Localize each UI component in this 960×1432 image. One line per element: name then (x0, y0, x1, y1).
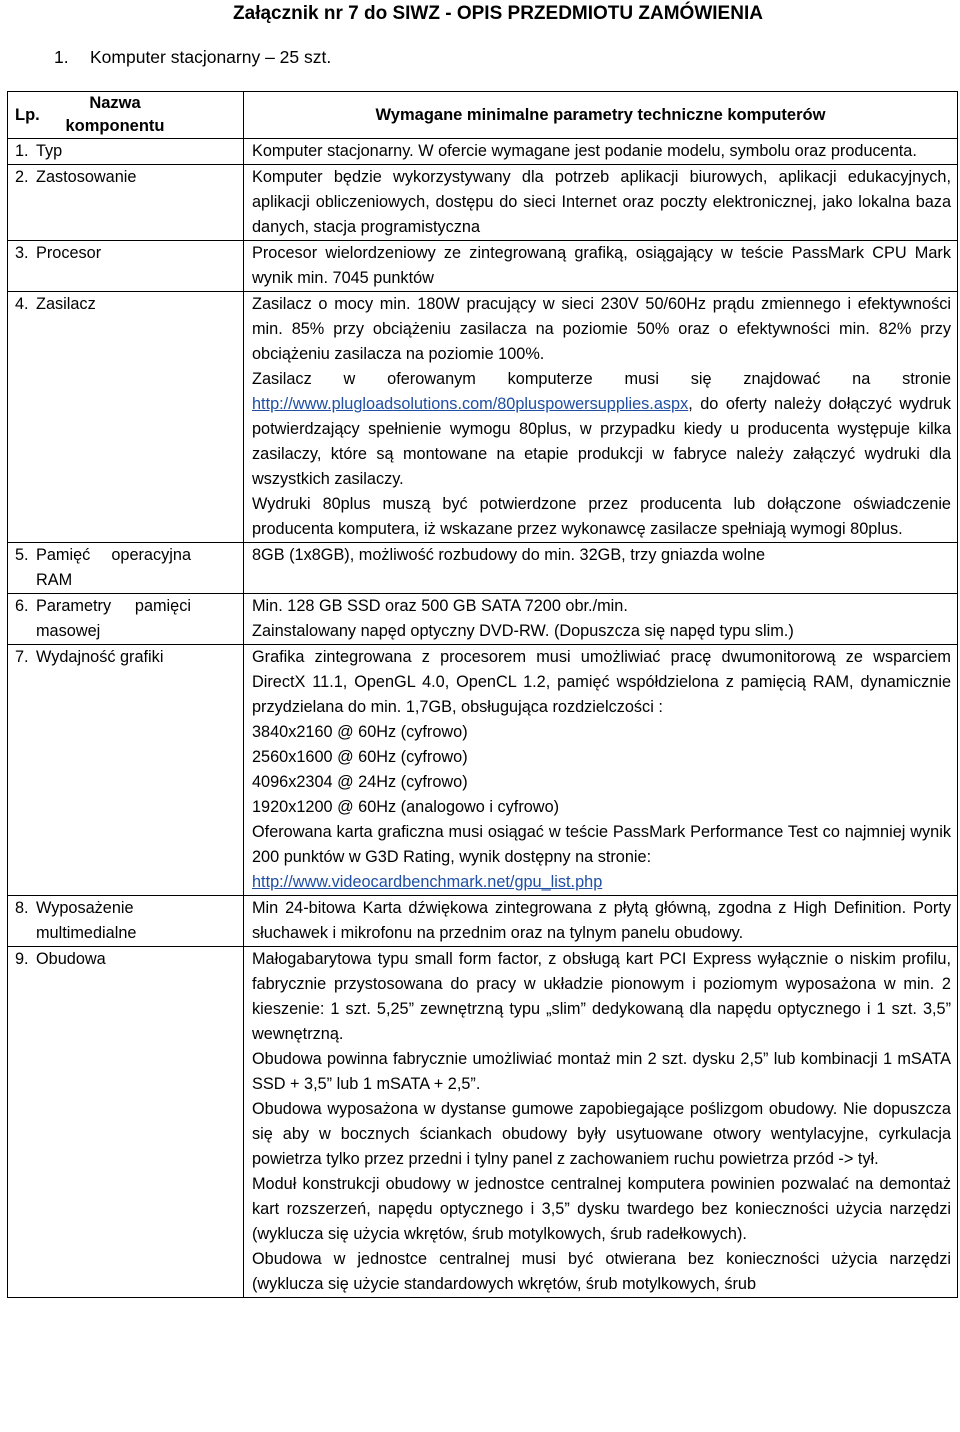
component-spec (244, 594, 958, 645)
component-name: Typ (36, 142, 63, 160)
spec-paragraph: Obudowa w jednostce centralnej musi być otwierana bez konieczności użycia narzędzi (wyklucza się użycie standardowych wkrętów, śrub motylkowych, śrub (252, 1250, 951, 1293)
component-spec: 8GB (1x8GB), możliwość rozbudowy do min. 32GB, trzy gniazda wolne (244, 543, 958, 594)
spec-paragraph: Zasilacz w oferowanym komputerze musi się znajdować na stronie http://www.plugloadsolutions.com/80pluspowersupplies.aspx, do oferty należy dołączyć wydruk potwierdzający spełnienie wymogu 80plus, w przypadku kiedy u producenta występuje kilka zasilaczy, które są montowane na etapie produkcji w fabryce należy załączyć wydruki dla wszystkich zasilaczy. (252, 370, 951, 488)
spec-paragraph: Grafika zintegrowana z procesorem musi umożliwiać pracę dwumonitorową ze wsparciem DirectX 11.1, OpenGL 4.0, OpenCL 1.2, pamięć współdzielona z pamięcią RAM, dynamicznie przydzielana do min. 1,7GB, obsługująca rozdzielczości : (252, 648, 951, 716)
header-component-name: Nazwa komponentu (65, 94, 165, 135)
row-number: 2. (15, 168, 29, 186)
spec-line: Zainstalowany napęd optyczny DVD-RW. (Dopuszcza się napęd typu slim.) (252, 622, 794, 640)
resolution-line: 2560x1600 @ 60Hz (cyfrowo) (252, 748, 468, 766)
header-lp-and-name (8, 92, 244, 139)
component-name: Obudowa (36, 950, 106, 968)
component-name: Parametry pamięci masowej (36, 597, 191, 640)
row-number: 3. (15, 244, 29, 262)
spec-paragraph: Obudowa wyposażona w dystanse gumowe zapobiegające poślizgom obudowy. Nie dopuszcza się aby w bocznych ściankach obudowy były usytuowane otwory wentylacyjne, cyrkulacja powietrza tylko przez przedni i tylny panel z zachowaniem ruchu powietrza przód -> tył. (252, 1100, 951, 1168)
spec-paragraph: Moduł konstrukcji obudowy w jednostce centralnej komputera powinien pozwalać na demontaż kart rozszerzeń, napędu optycznego i 3,5” dysku twardego bez konieczności użycia narzędzi (wyklucza się użycia wkrętów, śrub motylkowych, śrub radełkowych). (252, 1175, 951, 1243)
section-title: Komputer stacjonarny – 25 szt. (90, 47, 332, 67)
spec-table (7, 91, 958, 1298)
component-name: Zastosowanie (36, 168, 137, 186)
table-header-row (8, 92, 958, 139)
spec-paragraph: Obudowa powinna fabrycznie umożliwiać montaż min 2 szt. dysku 2,5” lub kombinacji 1 mSATA SSD + 3,5” lub 1 mSATA + 2,5”. (252, 1050, 951, 1093)
table-row (8, 645, 958, 896)
row-number: 4. (15, 295, 29, 313)
component-spec: Min 24-bitowa Karta dźwiękowa zintegrowana z płytą główną, zgodna z High Definition. Porty słuchawek i mikrofonu na przednim oraz na tylnym panelu obudowy. (244, 896, 958, 947)
resolution-line: 1920x1200 @ 60Hz (analogowo i cyfrowo) (252, 798, 560, 816)
spec-paragraph: Małogabarytowa typu small form factor, z obsługą kart PCI Express wyłącznie o niskim profilu, fabrycznie przystosowana do pracy w układzie pionowym i poziomym wyposażona w min. 2 kieszenie: 1 szt. 5,25” zewnętrzną typu „slim” dedykowaną dla napędu optycznego i 1 szt. 3,5” wewnętrzną. (252, 950, 951, 1043)
component-spec: Komputer stacjonarny. W ofercie wymagane jest podanie modelu, symbolu oraz producenta. (244, 139, 958, 165)
component-name: Zasilacz (36, 295, 96, 313)
row-number: 1. (15, 142, 29, 160)
table-row (8, 543, 958, 594)
table-row (8, 947, 958, 1298)
table-row (8, 241, 958, 292)
gpu-benchmark-link[interactable]: http://www.videocardbenchmark.net/gpu_list.php (252, 873, 603, 891)
row-number: 7. (15, 648, 29, 666)
component-name: Pamięć operacyjna RAM (36, 546, 191, 589)
spec-line: Min. 128 GB SSD oraz 500 GB SATA 7200 obr./min. (252, 597, 628, 615)
table-row (8, 594, 958, 645)
row-number: 6. (15, 597, 29, 615)
table-row (8, 896, 958, 947)
resolution-line: 4096x2304 @ 24Hz (cyfrowo) (252, 773, 468, 791)
document-title: Załącznik nr 7 do SIWZ - OPIS PRZEDMIOTU ZAMÓWIENIA (233, 3, 763, 24)
component-name: Wyposażenie multimedialne (36, 899, 137, 942)
resolution-line: 3840x2160 @ 60Hz (cyfrowo) (252, 723, 468, 741)
table-row (8, 139, 958, 165)
header-parameters: Wymagane minimalne parametry techniczne komputerów (244, 92, 958, 139)
row-number: 8. (15, 899, 29, 917)
row-number: 9. (15, 950, 29, 968)
component-spec (244, 292, 958, 543)
component-spec: Komputer będzie wykorzystywany dla potrzeb aplikacji biurowych, aplikacji edukacyjnych, aplikacji obliczeniowych, dostępu do sieci Internet oraz poczty elektronicznej, jako lokalna baza danych, stacja programistyczna (244, 165, 958, 241)
component-name: Wydajność grafiki (36, 648, 164, 666)
section-number: 1. (54, 47, 69, 67)
table-row (8, 292, 958, 543)
spec-paragraph: Wydruki 80plus muszą być potwierdzone przez producenta lub dołączone oświadczenie producenta komputera, iż wskazane przez wykonawcę zasilacze spełniają wymogi 80plus. (252, 495, 951, 538)
row-number: 5. (15, 546, 29, 564)
component-spec: Procesor wielordzeniowy ze zintegrowaną grafiką, osiągający w teście PassMark CPU Mark wynik min. 7045 punktów (244, 241, 958, 292)
component-name: Procesor (36, 244, 102, 262)
spec-paragraph: Zasilacz o mocy min. 180W pracujący w sieci 230V 50/60Hz prądu zmiennego i efektywności min. 85% przy obciążeniu zasilacza na poziomie 50% oraz o efektywności min. 82% przy obciążeniu zasilacza na poziomie 100%. (252, 295, 951, 363)
table-row (8, 165, 958, 241)
section-heading (54, 47, 331, 68)
component-spec (244, 645, 958, 896)
header-lp: Lp. (15, 105, 40, 124)
80plus-link[interactable]: http://www.plugloadsolutions.com/80pluspowersupplies.aspx (252, 395, 689, 413)
component-spec (244, 947, 958, 1298)
spec-paragraph: Oferowana karta graficzna musi osiągać w teście PassMark Performance Test co najmniej wynik 200 punktów w G3D Rating, wynik dostępny na stronie: (252, 823, 951, 866)
